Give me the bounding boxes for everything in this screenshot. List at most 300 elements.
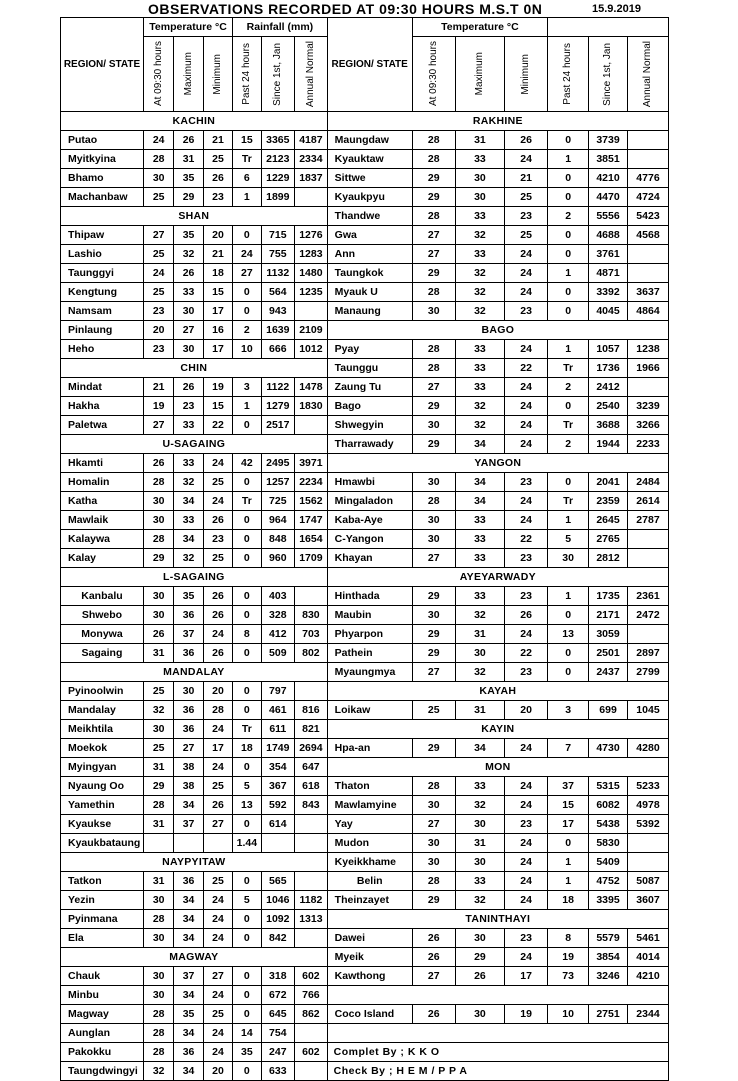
station-name: Yamethin [61, 796, 144, 815]
cell-past-24-hours: 5 [233, 777, 261, 796]
cell-since-1st-jan: 842 [261, 929, 295, 948]
cell-minimum: 18 [203, 264, 232, 283]
cell-maximum: 34 [174, 929, 203, 948]
table-row [61, 435, 669, 454]
cell-minimum: 23 [203, 530, 232, 549]
cell-past-24-hours: 0 [233, 416, 261, 435]
cell-since-1st-jan: 5438 [589, 815, 628, 834]
station-name: Nyaung Oo [61, 777, 144, 796]
cell-since-1st-jan: 5409 [589, 853, 628, 872]
cell-at-0930: 30 [412, 473, 455, 492]
cell-maximum: 33 [174, 454, 203, 473]
cell-at-0930: 28 [143, 1005, 173, 1024]
cell-past-24-hours: 18 [233, 739, 261, 758]
region-section-header: MANDALAY [61, 663, 328, 682]
cell-minimum: 24 [505, 378, 548, 397]
table-row [61, 1062, 669, 1081]
cell-annual-normal [627, 378, 668, 397]
cell-since-1st-jan: 2751 [589, 1005, 628, 1024]
cell-minimum: 24 [505, 739, 548, 758]
cell-annual-normal: 1276 [295, 226, 328, 245]
col-header-label: Past 24 hours [562, 43, 574, 105]
cell-past-24-hours: 0 [233, 929, 261, 948]
cell-past-24-hours: 0 [233, 226, 261, 245]
cell-minimum: 24 [203, 891, 232, 910]
cell-annual-normal: 4014 [627, 948, 668, 967]
cell-since-1st-jan: 1899 [261, 188, 295, 207]
cell-past-24-hours: 0 [233, 815, 261, 834]
cell-maximum: 33 [455, 511, 504, 530]
cell-at-0930: 27 [412, 549, 455, 568]
cell-since-1st-jan: 2812 [589, 549, 628, 568]
cell-since-1st-jan: 5579 [589, 929, 628, 948]
col-header-since-1st-jan-right [589, 37, 628, 112]
cell-maximum: 34 [455, 473, 504, 492]
cell-since-1st-jan: 3246 [589, 967, 628, 986]
table-row [61, 416, 669, 435]
cell-since-1st-jan: 666 [261, 340, 295, 359]
cell-at-0930: 30 [412, 834, 455, 853]
col-header-maximum-left [174, 37, 203, 112]
col-header-label: Maximum [182, 52, 194, 96]
cell-at-0930: 31 [143, 872, 173, 891]
cell-at-0930 [143, 834, 173, 853]
cell-maximum: 35 [174, 169, 203, 188]
cell-maximum: 33 [455, 150, 504, 169]
cell-at-0930: 30 [412, 606, 455, 625]
station-name: Taunggu [327, 359, 412, 378]
cell-past-24-hours: 14 [233, 1024, 261, 1043]
cell-since-1st-jan: 4688 [589, 226, 628, 245]
cell-past-24-hours: 0 [233, 530, 261, 549]
cell-maximum: 31 [455, 834, 504, 853]
cell-since-1st-jan: 4730 [589, 739, 628, 758]
cell-minimum: 24 [203, 758, 232, 777]
cell-maximum: 33 [455, 777, 504, 796]
cell-minimum: 20 [505, 701, 548, 720]
temperature-group-header-left: Temperature °C [143, 18, 232, 37]
cell-annual-normal [295, 1062, 328, 1081]
cell-past-24-hours: 0 [233, 758, 261, 777]
table-row [61, 321, 669, 340]
table-row [61, 150, 669, 169]
cell-maximum: 33 [174, 511, 203, 530]
cell-at-0930: 25 [143, 188, 173, 207]
cell-since-1st-jan: 247 [261, 1043, 295, 1062]
cell-since-1st-jan: 5556 [589, 207, 628, 226]
cell-maximum: 34 [455, 492, 504, 511]
cell-minimum: 21 [203, 131, 232, 150]
cell-maximum: 31 [455, 701, 504, 720]
cell-minimum: 25 [203, 777, 232, 796]
signature-line: Check By ; H E M / P P A [327, 1062, 668, 1081]
station-name: Monywa [61, 625, 144, 644]
col-header-maximum-right [455, 37, 504, 112]
cell-minimum [203, 834, 232, 853]
cell-since-1st-jan [261, 834, 295, 853]
cell-annual-normal: 5423 [627, 207, 668, 226]
cell-since-1st-jan: 4045 [589, 302, 628, 321]
cell-annual-normal [295, 834, 328, 853]
cell-past-24-hours: 1 [548, 587, 589, 606]
cell-annual-normal [627, 131, 668, 150]
cell-at-0930: 25 [143, 682, 173, 701]
cell-annual-normal: 2787 [627, 511, 668, 530]
cell-maximum: 32 [174, 473, 203, 492]
cell-annual-normal: 4280 [627, 739, 668, 758]
cell-maximum: 34 [174, 891, 203, 910]
region-section-header: L-SAGAING [61, 568, 328, 587]
cell-minimum: 25 [203, 872, 232, 891]
cell-past-24-hours: 1 [548, 340, 589, 359]
cell-maximum: 38 [174, 777, 203, 796]
cell-annual-normal [627, 834, 668, 853]
cell-minimum: 22 [505, 359, 548, 378]
cell-at-0930: 25 [412, 701, 455, 720]
table-row [61, 169, 669, 188]
cell-maximum: 35 [174, 1005, 203, 1024]
cell-at-0930: 28 [412, 872, 455, 891]
region-section-header: KAYIN [327, 720, 668, 739]
cell-maximum: 36 [174, 872, 203, 891]
station-name: Kawthong [327, 967, 412, 986]
cell-annual-normal: 1709 [295, 549, 328, 568]
cell-minimum: 16 [203, 321, 232, 340]
cell-at-0930: 19 [143, 397, 173, 416]
cell-annual-normal [295, 302, 328, 321]
cell-minimum: 26 [203, 169, 232, 188]
cell-past-24-hours: 0 [233, 1005, 261, 1024]
cell-minimum: 24 [203, 625, 232, 644]
cell-past-24-hours: 2 [548, 378, 589, 397]
cell-at-0930: 31 [143, 644, 173, 663]
cell-maximum: 36 [174, 1043, 203, 1062]
cell-annual-normal: 2233 [627, 435, 668, 454]
station-name: Magway [61, 1005, 144, 1024]
cell-past-24-hours: 0 [548, 834, 589, 853]
station-name: Shwegyin [327, 416, 412, 435]
cell-maximum: 30 [174, 682, 203, 701]
station-name: Kyaukbataung [61, 834, 144, 853]
col-header-at-0930-left [143, 37, 173, 112]
cell-since-1st-jan: 848 [261, 530, 295, 549]
station-name: Ela [61, 929, 144, 948]
cell-maximum: 33 [455, 587, 504, 606]
cell-since-1st-jan: 699 [589, 701, 628, 720]
cell-since-1st-jan: 1092 [261, 910, 295, 929]
cell-annual-normal [295, 1024, 328, 1043]
cell-past-24-hours: 0 [233, 511, 261, 530]
region-section-header: MON [327, 758, 668, 777]
cell-annual-normal: 1830 [295, 397, 328, 416]
table-row [61, 929, 669, 948]
cell-past-24-hours: 0 [233, 606, 261, 625]
station-name: Myitkyina [61, 150, 144, 169]
station-name: Homalin [61, 473, 144, 492]
cell-minimum: 24 [505, 853, 548, 872]
cell-annual-normal: 3607 [627, 891, 668, 910]
temperature-group-header-right: Temperature °C [412, 18, 547, 37]
cell-since-1st-jan: 592 [261, 796, 295, 815]
report-date: 15.9.2019 [592, 3, 641, 15]
cell-since-1st-jan: 3395 [589, 891, 628, 910]
cell-maximum: 30 [455, 853, 504, 872]
table-row [61, 682, 669, 701]
col-header-label: Maximum [473, 52, 485, 96]
station-name: Paletwa [61, 416, 144, 435]
cell-past-24-hours: Tr [548, 359, 589, 378]
cell-minimum: 24 [203, 929, 232, 948]
cell-since-1st-jan: 2495 [261, 454, 295, 473]
cell-at-0930: 28 [143, 910, 173, 929]
cell-maximum: 30 [455, 929, 504, 948]
cell-at-0930: 30 [143, 986, 173, 1005]
cell-annual-normal: 4864 [627, 302, 668, 321]
cell-maximum: 30 [455, 644, 504, 663]
cell-annual-normal: 5233 [627, 777, 668, 796]
cell-since-1st-jan: 755 [261, 245, 295, 264]
cell-maximum: 34 [174, 530, 203, 549]
cell-at-0930: 30 [143, 720, 173, 739]
cell-since-1st-jan: 412 [261, 625, 295, 644]
table-row [61, 245, 669, 264]
cell-maximum: 34 [174, 796, 203, 815]
cell-minimum: 24 [505, 283, 548, 302]
cell-past-24-hours: 5 [233, 891, 261, 910]
station-name: Kaba-Aye [327, 511, 412, 530]
station-name: Lashio [61, 245, 144, 264]
cell-at-0930: 29 [412, 587, 455, 606]
cell-past-24-hours: 0 [548, 169, 589, 188]
table-row [61, 701, 669, 720]
cell-maximum: 33 [455, 207, 504, 226]
cell-minimum: 15 [203, 283, 232, 302]
table-row [61, 606, 669, 625]
cell-annual-normal: 5087 [627, 872, 668, 891]
region-section-header: MAGWAY [61, 948, 328, 967]
cell-since-1st-jan: 3365 [261, 131, 295, 150]
cell-at-0930: 30 [143, 891, 173, 910]
cell-since-1st-jan: 354 [261, 758, 295, 777]
cell-maximum: 34 [455, 435, 504, 454]
cell-since-1st-jan: 1057 [589, 340, 628, 359]
cell-past-24-hours: 0 [233, 473, 261, 492]
table-row [61, 511, 669, 530]
col-header-label: Annual Normal [641, 40, 653, 108]
cell-since-1st-jan: 565 [261, 872, 295, 891]
table-row [61, 549, 669, 568]
cell-maximum: 32 [455, 264, 504, 283]
station-name: Belin [327, 872, 412, 891]
cell-minimum: 24 [203, 910, 232, 929]
cell-since-1st-jan: 1736 [589, 359, 628, 378]
cell-past-24-hours: Tr [233, 492, 261, 511]
cell-minimum: 24 [505, 511, 548, 530]
cell-at-0930: 28 [143, 150, 173, 169]
cell-at-0930: 26 [143, 625, 173, 644]
cell-minimum: 27 [203, 815, 232, 834]
station-name: Heho [61, 340, 144, 359]
table-row [61, 720, 669, 739]
table-row [61, 853, 669, 872]
station-name: Namsam [61, 302, 144, 321]
station-name: Phyarpon [327, 625, 412, 644]
cell-maximum: 32 [455, 891, 504, 910]
cell-maximum: 33 [174, 416, 203, 435]
cell-annual-normal: 1313 [295, 910, 328, 929]
cell-since-1st-jan: 3851 [589, 150, 628, 169]
station-name: Taungkok [327, 264, 412, 283]
col-header-label: Minimum [520, 53, 532, 95]
cell-annual-normal: 2897 [627, 644, 668, 663]
station-name: Gwa [327, 226, 412, 245]
cell-past-24-hours: 0 [548, 397, 589, 416]
cell-minimum: 24 [505, 264, 548, 283]
cell-since-1st-jan: 1279 [261, 397, 295, 416]
cell-at-0930: 24 [143, 264, 173, 283]
station-name: Yezin [61, 891, 144, 910]
cell-past-24-hours: 0 [233, 549, 261, 568]
station-name: Pinlaung [61, 321, 144, 340]
station-name: Mandalay [61, 701, 144, 720]
cell-at-0930: 28 [412, 359, 455, 378]
cell-at-0930: 21 [143, 378, 173, 397]
cell-at-0930: 25 [143, 245, 173, 264]
cell-past-24-hours: 0 [233, 682, 261, 701]
station-name: Pyay [327, 340, 412, 359]
cell-since-1st-jan: 3854 [589, 948, 628, 967]
cell-at-0930: 30 [143, 587, 173, 606]
col-header-label: At 09:30 hours [152, 41, 164, 107]
cell-since-1st-jan: 1944 [589, 435, 628, 454]
col-header-minimum-right [505, 37, 548, 112]
cell-annual-normal: 4187 [295, 131, 328, 150]
cell-minimum: 24 [505, 777, 548, 796]
cell-minimum: 26 [203, 511, 232, 530]
cell-maximum: 37 [174, 625, 203, 644]
station-name: Hmawbi [327, 473, 412, 492]
region-section-header: TANINTHAYI [327, 910, 668, 929]
cell-maximum: 29 [174, 188, 203, 207]
cell-since-1st-jan: 2123 [261, 150, 295, 169]
table-row [61, 302, 669, 321]
station-name: Hakha [61, 397, 144, 416]
cell-past-24-hours: 0 [548, 226, 589, 245]
cell-annual-normal: 602 [295, 967, 328, 986]
cell-since-1st-jan: 943 [261, 302, 295, 321]
col-header-at-0930-right [412, 37, 455, 112]
cell-since-1st-jan: 564 [261, 283, 295, 302]
region-state-header-right: REGION/ STATE [327, 18, 412, 112]
table-row [61, 131, 669, 150]
station-name: Myaungmya [327, 663, 412, 682]
station-name: Kyaukse [61, 815, 144, 834]
cell-since-1st-jan: 2041 [589, 473, 628, 492]
col-header-label: Since 1st, Jan [271, 42, 283, 106]
station-name: Sittwe [327, 169, 412, 188]
region-section-header: BAGO [327, 321, 668, 340]
cell-minimum: 19 [203, 378, 232, 397]
table-row [61, 739, 669, 758]
cell-past-24-hours: 18 [548, 891, 589, 910]
cell-at-0930: 27 [412, 663, 455, 682]
cell-minimum: 26 [203, 606, 232, 625]
station-name: Bago [327, 397, 412, 416]
cell-maximum: 30 [455, 188, 504, 207]
cell-maximum: 33 [455, 530, 504, 549]
blank-row-cell [327, 1024, 668, 1043]
cell-minimum: 24 [505, 891, 548, 910]
cell-maximum: 29 [455, 948, 504, 967]
cell-since-1st-jan: 725 [261, 492, 295, 511]
cell-annual-normal [627, 150, 668, 169]
cell-since-1st-jan: 2645 [589, 511, 628, 530]
cell-minimum: 21 [203, 245, 232, 264]
cell-at-0930: 30 [143, 169, 173, 188]
cell-minimum: 23 [505, 302, 548, 321]
cell-at-0930: 28 [143, 530, 173, 549]
cell-at-0930: 30 [143, 606, 173, 625]
cell-minimum: 23 [505, 549, 548, 568]
cell-maximum: 35 [174, 226, 203, 245]
col-header-minimum-left [203, 37, 232, 112]
cell-since-1st-jan: 5830 [589, 834, 628, 853]
cell-annual-normal [295, 188, 328, 207]
cell-since-1st-jan: 6082 [589, 796, 628, 815]
cell-annual-normal: 1966 [627, 359, 668, 378]
table-body [61, 112, 669, 1081]
cell-minimum: 21 [505, 169, 548, 188]
cell-past-24-hours: 27 [233, 264, 261, 283]
cell-at-0930: 28 [143, 473, 173, 492]
col-header-past-24-hours-right [548, 37, 589, 112]
cell-annual-normal: 2344 [627, 1005, 668, 1024]
cell-maximum: 37 [174, 967, 203, 986]
cell-annual-normal: 618 [295, 777, 328, 796]
cell-past-24-hours: 0 [233, 1062, 261, 1081]
cell-past-24-hours: 0 [548, 245, 589, 264]
cell-maximum: 34 [455, 739, 504, 758]
cell-minimum: 24 [505, 872, 548, 891]
cell-past-24-hours: 19 [548, 948, 589, 967]
station-name: Sagaing [61, 644, 144, 663]
cell-since-1st-jan: 328 [261, 606, 295, 625]
cell-minimum: 17 [505, 967, 548, 986]
cell-past-24-hours: 0 [548, 606, 589, 625]
cell-past-24-hours: 1 [548, 511, 589, 530]
cell-annual-normal: 2694 [295, 739, 328, 758]
cell-at-0930: 25 [143, 283, 173, 302]
cell-annual-normal: 830 [295, 606, 328, 625]
region-section-header: SHAN [61, 207, 328, 226]
cell-since-1st-jan: 318 [261, 967, 295, 986]
cell-since-1st-jan: 1257 [261, 473, 295, 492]
cell-maximum: 33 [455, 245, 504, 264]
cell-past-24-hours: 0 [233, 587, 261, 606]
station-name: Mawlaik [61, 511, 144, 530]
cell-minimum: 23 [505, 815, 548, 834]
cell-at-0930: 27 [143, 226, 173, 245]
cell-minimum: 24 [505, 416, 548, 435]
station-name: Maubin [327, 606, 412, 625]
cell-maximum: 31 [455, 625, 504, 644]
cell-at-0930: 29 [412, 644, 455, 663]
cell-annual-normal: 4978 [627, 796, 668, 815]
cell-at-0930: 28 [412, 207, 455, 226]
station-name: Moekok [61, 739, 144, 758]
cell-minimum: 25 [203, 1005, 232, 1024]
cell-past-24-hours: 7 [548, 739, 589, 758]
